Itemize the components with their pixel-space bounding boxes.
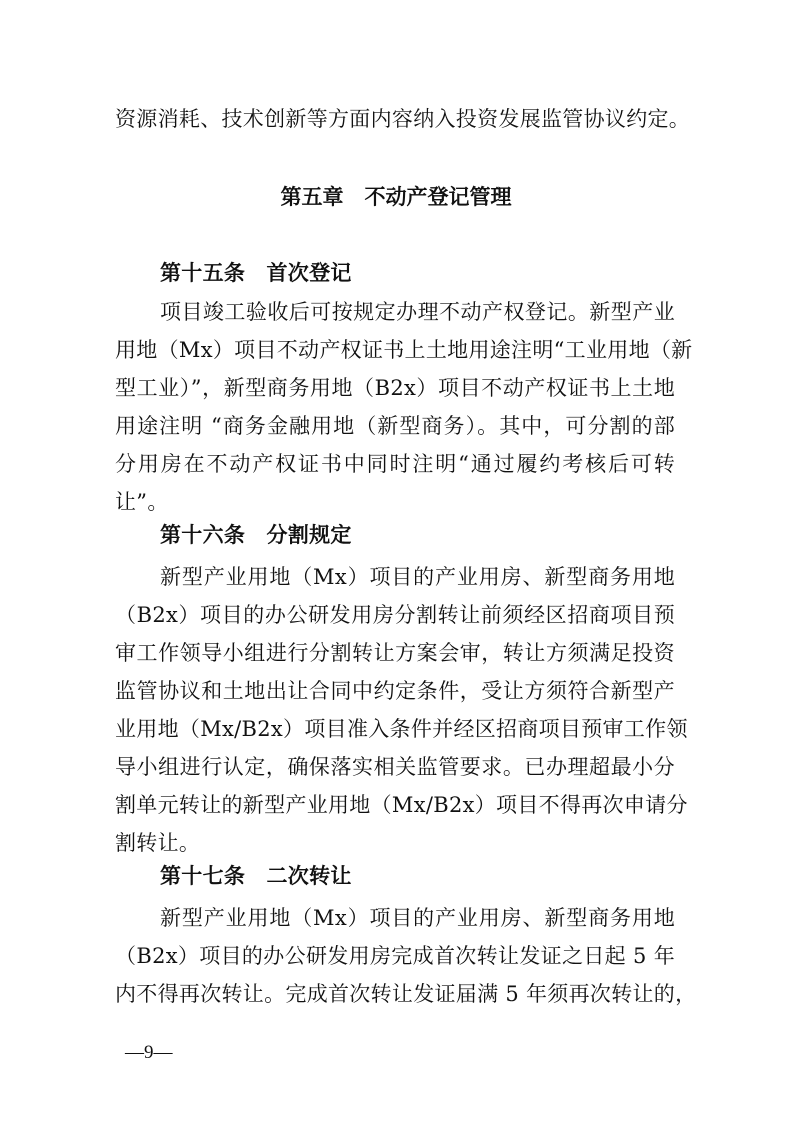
article-16-line-7: 割单元转让的新型产业用地（Mx/B2x）项目不得再次申请分 — [115, 793, 688, 817]
article-15-line-4: 用途注明 “商务金融用地（新型商务）。其中，可分割的部 — [115, 414, 675, 438]
article-16-line-3: 审工作领导小组进行分割转让方案会审，转让方须满足投资 — [115, 641, 675, 665]
article-15-line-5: 分用房在不动产权证书中同时注明“通过履约考核后可转 — [115, 452, 675, 476]
article-15-line-2: 用地（Mx）项目不动产权证书上土地用途注明“工业用地（新 — [115, 338, 693, 362]
article-15-line-3: 型工业）”，新型商务用地（B2x）项目不动产权证书上土地 — [115, 376, 675, 400]
article-17-heading: 第十七条 二次转让 — [160, 864, 352, 888]
article-17-line-3: 内不得再次转让。完成首次转让发证届满 5 年须再次转让的， — [115, 982, 697, 1006]
article-15-heading: 第十五条 首次登记 — [160, 261, 352, 285]
article-16-line-8: 割转让。 — [115, 831, 201, 855]
article-16-line-6: 导小组进行认定，确保落实相关监管要求。已办理超最小分 — [115, 755, 675, 779]
article-16-line-1: 新型产业用地（Mx）项目的产业用房、新型商务用地 — [160, 565, 675, 589]
article-16-line-5: 业用地（Mx/B2x）项目准入条件并经区招商项目预审工作领 — [115, 717, 688, 741]
article-15-line-6: 让”。 — [115, 490, 169, 514]
page-number: —9— — [125, 1042, 173, 1063]
article-16-heading: 第十六条 分割规定 — [160, 523, 352, 547]
intro-line: 资源消耗、技术创新等方面内容纳入投资发展监管协议约定。 — [115, 107, 691, 131]
chapter-title: 第五章 不动产登记管理 — [280, 185, 512, 209]
article-17-line-1: 新型产业用地（Mx）项目的产业用房、新型商务用地 — [160, 906, 675, 930]
article-17-line-2: （B2x）项目的办公研发用房完成首次转让发证之日起 5 年 — [115, 944, 675, 968]
article-16-line-4: 监管协议和土地出让合同中约定条件，受让方须符合新型产 — [115, 679, 675, 703]
article-15-line-1: 项目竣工验收后可按规定办理不动产权登记。新型产业 — [160, 300, 675, 324]
article-16-line-2: （B2x）项目的办公研发用房分割转让前须经区招商项目预 — [115, 603, 675, 627]
